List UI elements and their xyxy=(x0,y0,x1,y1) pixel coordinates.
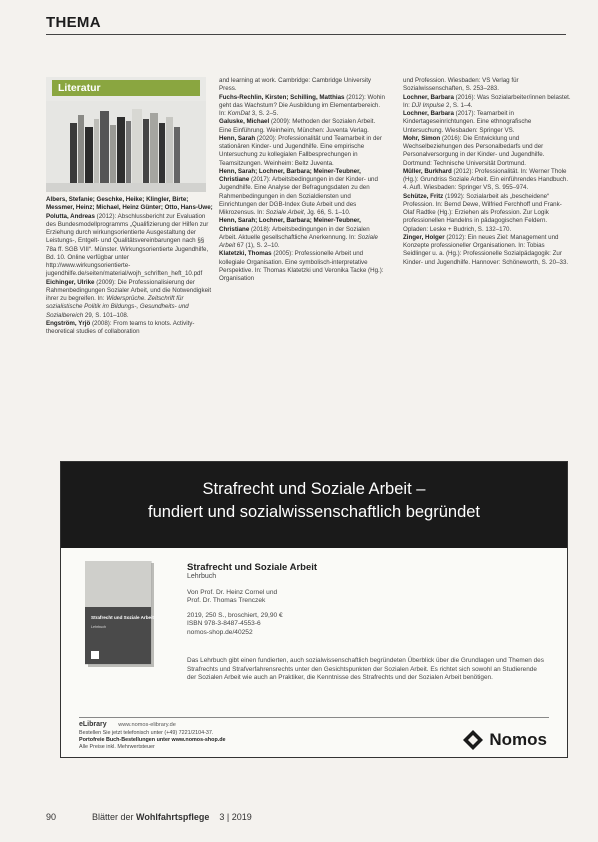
publisher-logo xyxy=(463,730,547,750)
reference-tail: 3, S. 2–5. xyxy=(249,110,279,117)
book-cover xyxy=(85,561,155,667)
books-illustration xyxy=(46,101,206,192)
book-title: Strafrecht und Soziale Arbeit xyxy=(187,562,318,573)
book-cover-subtitle: Lehrbuch xyxy=(91,625,106,629)
section-kicker: THEMA xyxy=(46,14,101,31)
reference-author: Zinger, Holger xyxy=(403,233,445,241)
book-advertisement xyxy=(60,461,568,758)
reference-entry xyxy=(219,168,387,218)
reference-author: Albers, Stefanie; Geschke, Heike; Klingler, Birte; Messmer, Heinz; Michael, Heinz Günter; Otto, Hans-Uwe; Polutta, Andreas xyxy=(46,196,213,220)
book-shop-link[interactable]: nomos-shop.de/40252 xyxy=(187,628,253,636)
reference-entry xyxy=(403,193,571,234)
reference-author: Klatetzki, Thomas xyxy=(219,250,272,258)
reference-entry xyxy=(219,94,387,119)
reference-text: (2017): Arbeitsbedingungen in der Kinder- und Jugendhilfe. Eine Analyse der Befragungsdaten zu den Rahmenbedingungen in den Sozialdiensten und Einrichtungen der DGB-Index Gute Arbeit und des Mikrozensus. In: xyxy=(219,176,378,216)
reference-tail: 29, S. 101–108. xyxy=(83,311,129,319)
reference-entry xyxy=(403,135,571,168)
reference-text: (2012): Professionalität. In: Werner Thole (Hg.): Grundriss Soziale Arbeit. Ein einführendes Handbuch. 4. Aufl. Wiesbaden: Springer VS, S. 955–974. xyxy=(403,167,569,192)
reference-entry xyxy=(219,250,387,283)
reference-text: (2016): Was Sozialarbeiter/innen belastet. In: xyxy=(403,93,571,109)
issue-number: 3 | 2019 xyxy=(219,812,252,822)
reference-entry xyxy=(219,118,387,135)
ad-banner xyxy=(61,462,567,548)
reference-text: und Profession. Wiesbaden: VS Verlag für Sozialwissenschaften, S. 253–283. xyxy=(403,77,519,93)
reference-text: (2020): Professionalität und Teamarbeit in der stationären Kinder- und Jugendhilfe. Eine empirische Untersuchung zu kollegialen Fallbesprechungen in Teamsitzungen. Weinheim: Beltz Juventa. xyxy=(219,134,382,167)
reference-author: Eichinger, Ulrike xyxy=(46,278,95,286)
reference-text: (2008): From teams to knots. Activity-theoretical studies of collaboration xyxy=(46,319,195,335)
reference-author: Fuchs-Rechlin, Kirsten; Schilling, Matthias xyxy=(219,93,345,101)
reference-tail: 2, S. 1–4. xyxy=(444,101,473,109)
page-footer xyxy=(46,812,566,822)
elibrary-logo: eLibrary xyxy=(79,721,107,728)
reference-author: Schütze, Fritz xyxy=(403,192,444,200)
book-description: Das Lehrbuch gibt einen fundierten, auch sozialwissenschaftlich begründeten Überblick über die Grundlagen und Themen des Strafrechts und Strafverfahrensrechts unter den Gesichtspunkten der Sozialen Arbeit. Es richtet sich sowohl an Studierende der Sozialen Arbeit wie auch an Praktiker, die Kenntnisse des Strafrechts und der Sozialen Arbeit benötigen. xyxy=(187,657,544,682)
page-number: 90 xyxy=(46,812,57,822)
reference-entry xyxy=(46,196,214,279)
reference-text: and learning at work. Cambridge: Cambridge University Press. xyxy=(219,77,372,93)
reference-entry xyxy=(219,135,387,168)
reference-text: (2017): Teamarbeit in Kindertageseinrichtungen. Eine ethnografische Untersuchung. Wiesbaden: Springer VS. xyxy=(403,110,532,134)
book-cover-title: Strafrecht und Soziale Arbeit xyxy=(91,615,154,620)
reference-journal: KomDat xyxy=(227,110,250,117)
reference-author: Henn, Sarah; Lochner, Barbara; Meiner-Teubner, Christiane xyxy=(219,217,361,233)
order-phone: Bestellen Sie jetzt telefonisch unter (+49) 7221/2104-37. xyxy=(79,730,214,736)
reference-text: (2012): Abschlussbericht zur Evaluation des Bundesmodellprogramms „Qualifizierung der Hilfen zur Erziehung durch wirkungsorientierte Ausgestaltung der Leistungs-, Entgelt- und Qualitätsvereinbarungen nach §§ 78a ff. SGB VIII“. Münster. Wirkungsorientierte Jugendhilfe, Bd. 10. Online verfügbar unter http://www.wirkungsorientierte-jugendhilfe.de/seiten/material/wojh_schriften_heft_10.pdf xyxy=(46,212,209,278)
book-authors-line2: Prof. Dr. Thomas Trenczek xyxy=(187,597,266,605)
reference-author: Lochner, Barbara xyxy=(403,93,454,101)
reference-journal: DJI Impulse xyxy=(411,101,445,109)
literature-label: Literatur xyxy=(52,80,200,96)
reference-text: (2009): Methoden der Sozialen Arbeit. Eine Einführung. Weinheim, München: Juventa Verlag. xyxy=(219,118,376,134)
reference-author: Lochner, Barbara xyxy=(403,110,454,117)
reference-author: Galuske, Michael xyxy=(219,118,270,126)
reference-entry xyxy=(403,94,571,111)
reference-journal: Widersprüche. Zeitschrift für sozialistische Politik im Bildungs-, Gesundheits- und Sozialbereich xyxy=(46,295,189,319)
elibrary-link[interactable]: www.nomos-elibrary.de xyxy=(118,722,176,728)
reference-entry xyxy=(403,77,571,94)
ad-headline-line2: fundiert und sozialwissenschaftlich begründet xyxy=(147,503,481,521)
reference-entry xyxy=(219,217,387,250)
book-meta-pages: 2019, 250 S., broschiert, 29,90 € xyxy=(187,611,283,619)
reference-entry xyxy=(403,110,571,135)
reference-text: (2005): Professionelle Arbeit und kollegiale Organisation. Eine symbolisch-interpretative Perspektive. In: Thomas Klatetzki und Veronika Tacke (Hg.): Organisation xyxy=(219,250,384,282)
reference-journal: Soziale Arbeit xyxy=(265,209,304,216)
elibrary-bar xyxy=(79,717,549,728)
reference-text: (2012): Ein neues Ziel: Management und Konzepte professioneller Organisationen. In: Tobias Seidlinger u. a. (Hg.): Professionelle Sozialpädagogik: Zur Kinder- und Jugendhilfe. Hannover: Schöneworth, S. 20–33. xyxy=(403,233,569,266)
reference-author: Henn, Sarah; Lochner, Barbara; Meiner-Teubner, Christiane xyxy=(219,167,361,183)
column-1 xyxy=(46,77,214,336)
book-authors-line1: Von Prof. Dr. Heinz Cornel und xyxy=(187,588,278,596)
magazine-bold: Wohlfahrtspflege xyxy=(136,812,210,822)
column-3 xyxy=(403,77,571,267)
reference-entry xyxy=(219,77,387,94)
book-subtitle: Lehrbuch xyxy=(187,573,217,580)
literature-box xyxy=(46,77,206,192)
publisher-name: Nomos xyxy=(489,730,547,749)
reference-text: (2016): Die Entwicklung und Wechselbeziehungen des Personalbedarfs und der Personalversorgung in der Kinder- und Jugendhilfe. Dortmund: Technische Universität Dortmund. xyxy=(403,134,545,167)
book-isbn: ISBN 978-3-8487-4553-6 xyxy=(187,620,261,628)
reference-author: Mohr, Simon xyxy=(403,134,441,142)
reference-tail: 67 (1), S. 2–10. xyxy=(235,242,280,249)
magazine-prefix: Blätter der xyxy=(92,812,137,822)
reference-tail: , Jg. 66, S. 1–10. xyxy=(303,209,351,216)
reference-author: Müller, Burkhard xyxy=(403,167,452,175)
reference-author: Henn, Sarah xyxy=(219,134,256,142)
reference-text: (1992): Sozialarbeit als „bescheidene“ Profession. In: Bernd Dewe, Wilfried Ferchhoff und Frank-Olaf Radtke (Hg.): Erziehen als Profession. Zur Logik professionellen Handelns in pädagogischen Feldern. Opladen: Leske + Budrich, S. 132–170. xyxy=(403,192,562,233)
ad-headline-line1: Strafrecht und Soziale Arbeit – xyxy=(202,480,426,498)
column-2 xyxy=(219,77,387,283)
reference-entry xyxy=(403,168,571,193)
reference-author: Engström, Yrjö xyxy=(46,319,91,327)
book-info xyxy=(187,562,547,638)
reference-journal: Soziale Arbeit xyxy=(219,233,378,249)
reference-text: (2009): Die Professionalisierung der Rahmenbedingungen Sozialer Arbeit, und die Notwendigkeit ihrer zu begreifen. In: xyxy=(46,278,212,302)
reference-entry xyxy=(46,320,214,337)
reference-text: (2018): Arbeitsbedingungen in der Sozialen Arbeit. Aktuelle gesellschaftliche Anerkennung. In: xyxy=(219,225,370,241)
order-info xyxy=(79,730,379,752)
order-price-note: Alle Preise inkl. Mehrwertsteuer xyxy=(79,744,155,751)
page-header xyxy=(46,14,566,35)
reference-entry xyxy=(403,234,571,267)
magazine-name xyxy=(92,812,209,822)
order-shop[interactable]: Portofreie Buch-Bestellungen unter www.nomos-shop.de xyxy=(79,737,226,744)
reference-text: (2012): Wohin geht das Wachstum? Die Ausbildung im Elementarbereich. In: xyxy=(219,93,385,117)
nomos-diamond-icon xyxy=(463,730,483,750)
reference-entry xyxy=(46,279,214,320)
